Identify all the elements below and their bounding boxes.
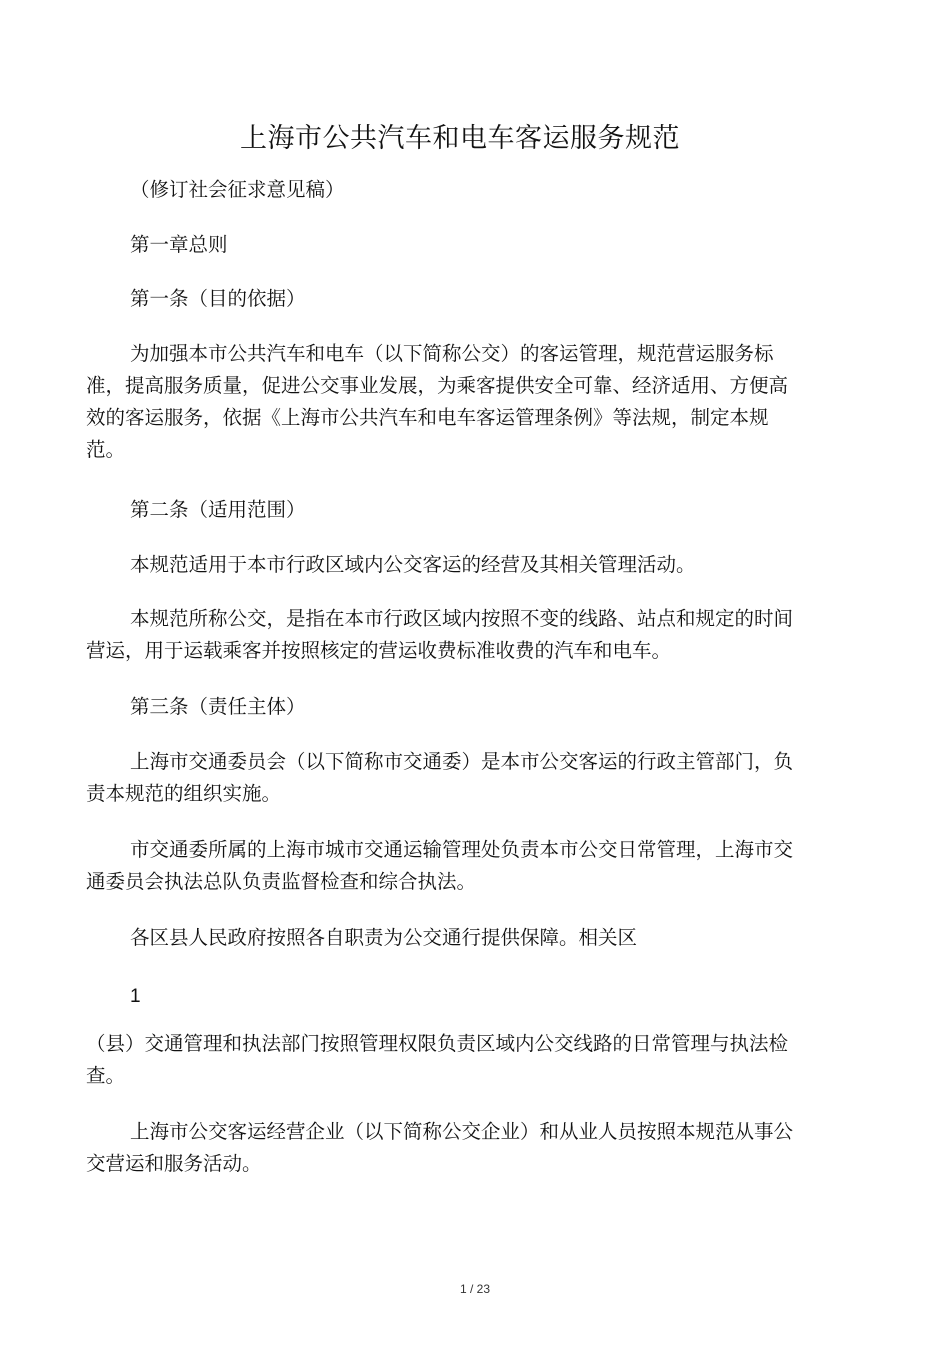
article-1-paragraph-1: 为加强本市公共汽车和电车（以下简称公交）的客运管理，规范营运服务标准，提高服务质量，促进公交事业发展，为乘客提供安全可靠、经济适用、方便高效的客运服务，依据《上海市公共汽车和电车客运管理条例》等法规，制定本规范。 (86, 342, 789, 461)
article-2-heading: 第二条（适用范围） (130, 498, 306, 521)
article-3-paragraph-2: 市交通委所属的上海市城市交通运输管理处负责本市公交日常管理，上海市交通委员会执法总队负责监督检查和综合执法。 (86, 838, 794, 893)
article-3-paragraph-4: （县）交通管理和执法部门按照管理权限负责区域内公交线路的日常管理与执法检查。 (86, 1032, 789, 1087)
article-2-paragraph-1: 本规范适用于本市行政区域内公交客运的经营及其相关管理活动。 (130, 553, 696, 576)
document-title: 上海市公共汽车和电车客运服务规范 (240, 123, 680, 154)
article-3-paragraph-3: 各区县人民政府按照各自职责为公交通行提供保障。相关区 (130, 926, 638, 949)
page-indicator: 1 / 23 (459, 1282, 491, 1296)
inline-page-number: 1 (130, 986, 141, 1007)
article-3-paragraph-5: 上海市公交客运经营企业（以下简称公交企业）和从业人员按照本规范从事公交营运和服务活动。 (86, 1120, 794, 1175)
article-3-heading: 第三条（责任主体） (130, 695, 306, 718)
document-subtitle: （修订社会征求意见稿） (130, 178, 345, 201)
article-2-paragraph-2: 本规范所称公交，是指在本市行政区域内按照不变的线路、站点和规定的时间营运，用于运载乘客并按照核定的营运收费标准收费的汽车和电车。 (86, 607, 794, 662)
chapter-heading: 第一章总则 (130, 233, 228, 256)
article-3-paragraph-1: 上海市交通委员会（以下简称市交通委）是本市公交客运的行政主管部门，负责本规范的组织实施。 (86, 750, 794, 805)
article-1-heading: 第一条（目的依据） (130, 287, 306, 310)
